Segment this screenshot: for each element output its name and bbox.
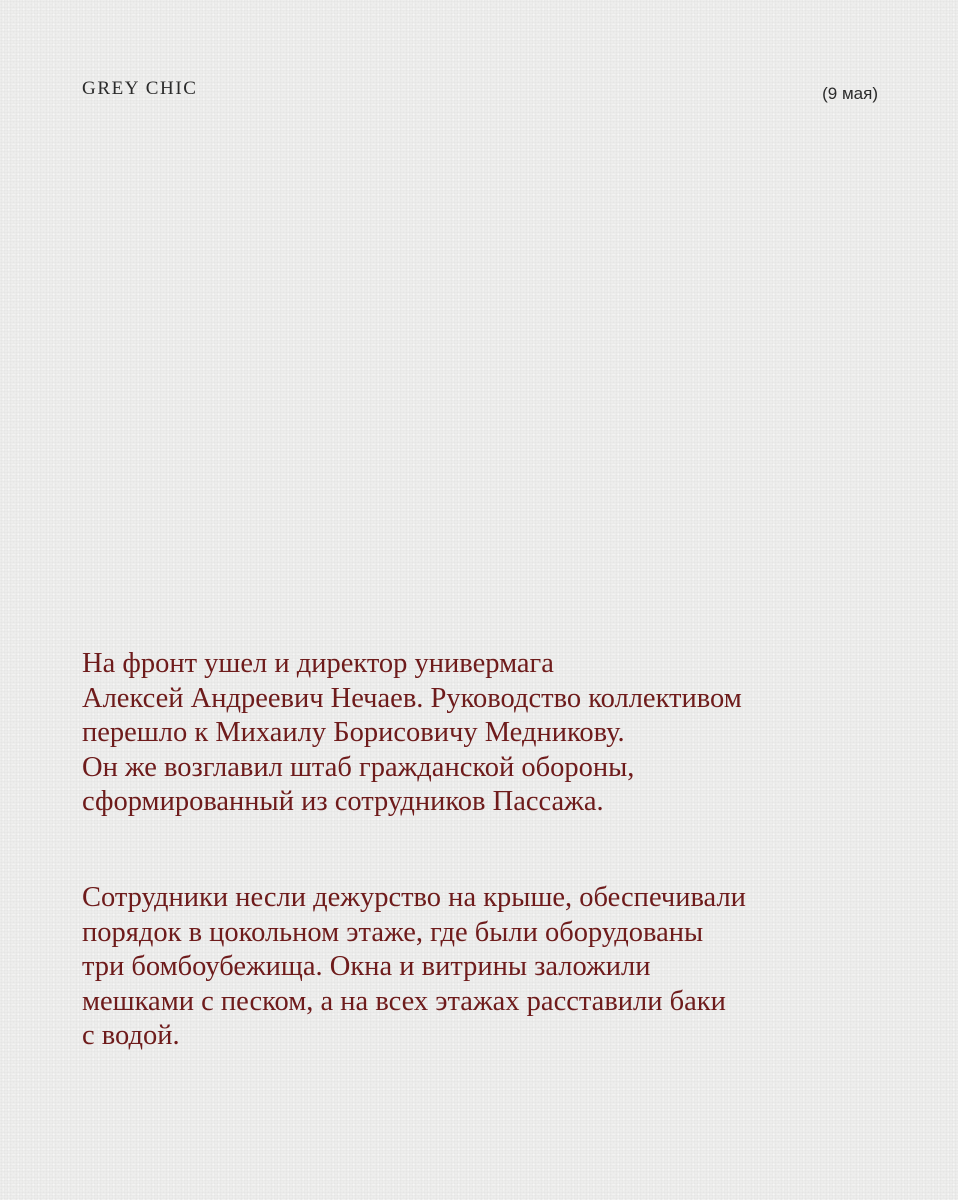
paragraph-line: мешками с песком, а на всех этажах расставили баки xyxy=(82,985,726,1017)
paragraph-line: с водой. xyxy=(82,1020,180,1051)
paragraph-line: порядок в цокольном этаже, где были оборудованы xyxy=(82,916,704,948)
paragraph-line: три бомбоубежища. Окна и витрины заложили xyxy=(82,951,651,982)
paragraph-line: На фронт ушел и директор универмага xyxy=(82,648,554,679)
paragraph-1 xyxy=(82,647,882,820)
paragraph-line: перешло к Михаилу Борисовичу Медникову. xyxy=(82,717,625,748)
date-label: (9 мая) xyxy=(822,84,878,103)
paragraph-line: Он же возглавил штаб гражданской обороны, xyxy=(82,751,635,783)
paragraph-line: Алексей Андреевич Нечаев. Руководство коллективом xyxy=(82,682,742,714)
brand-logo: GREY CHIC xyxy=(82,78,198,99)
paragraph-2 xyxy=(82,881,882,1054)
paragraph-line: сформированный из сотрудников Пассажа. xyxy=(82,786,604,817)
paragraph-line: Сотрудники несли дежурство на крыше, обеспечивали xyxy=(82,882,746,913)
